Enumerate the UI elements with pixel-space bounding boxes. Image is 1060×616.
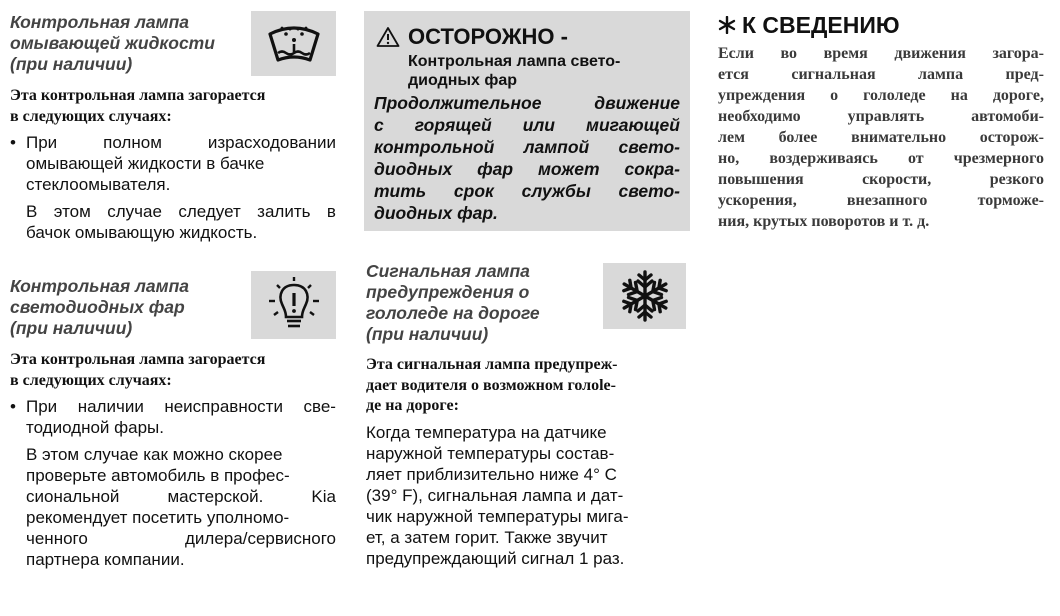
ice-body: Когда температура на датчике наружной температуры состав- ляет приблизительно ниже 4° С (39° F), сигнальная лампа и дат- чик наружной температуры мига- ет, а затем горит. Также звучит предупреждающий сигнал 1 раз. <box>366 423 629 568</box>
led-icon-box <box>251 271 336 339</box>
caution-subtitle: Контрольная лампа свето- диодных фар <box>408 53 621 89</box>
ice-subheading: Эта сигнальная лампа предупреж- дает водителя о возможном голole- де на дороге: <box>366 356 618 414</box>
caution-title: ОСТОРОЖНО - <box>376 25 568 49</box>
led-headlamp-warning-icon <box>263 277 325 333</box>
led-heading: Контрольная лампа светодиодных фар (при наличии) <box>10 276 190 338</box>
caution-triangle-icon <box>376 26 400 48</box>
led-bullet-item: • При наличии неисправности све- тодиодной фары. <box>10 397 336 437</box>
washer-body <box>10 132 336 243</box>
led-note: В этом случае как можно скорее проверьте автомобиль в профес- сиональной мастерской. Kia рекомендует посетить уполномо- ченного дилера/сервисного партнера компании. <box>26 445 336 569</box>
washer-icon-box <box>251 11 336 76</box>
washer-bullet-item: • При полном израсходовании омывающей жидкости в бачке стеклоомывателя. <box>10 133 336 194</box>
washer-note: В этом случае следует залить в бачок омывающую жидкость. <box>26 202 336 242</box>
caution-box <box>364 11 690 231</box>
notice-title: К СВЕДЕНИЮ <box>718 12 900 38</box>
snowflake-icon <box>616 267 674 325</box>
ice-icon-box <box>603 263 686 329</box>
washer-heading: Контрольная лампа омывающей жидкости (при наличии) <box>10 12 215 74</box>
led-body <box>10 396 336 570</box>
washer-subheading: Эта контрольная лампа загорается в следующих случаях: <box>10 87 266 125</box>
led-subheading: Эта контрольная лампа загорается в следующих случаях: <box>10 351 266 389</box>
washer-fluid-icon <box>264 20 324 68</box>
notice-body: Если во время движения загора- ется сигнальная лампа пред- упреждения о гололеде на дороге, необходимо управлять автомоби- лем более внимательно осторож- но, воздерживаясь от чрезмерного повышения скорости, резкого ускорения, внезапного торможе- ния, крутых поворотов и т. д. <box>718 45 1044 230</box>
asterisk-icon <box>718 16 736 34</box>
caution-body: Продолжительное движение с горящей или мигающей контрольной лампой свето- диодных фар может сокра- тить срок службы свето- диодных фар. <box>374 93 680 223</box>
ice-heading: Сигнальная лампа предупреждения о гололеде на дороге (при наличии) <box>366 261 540 344</box>
